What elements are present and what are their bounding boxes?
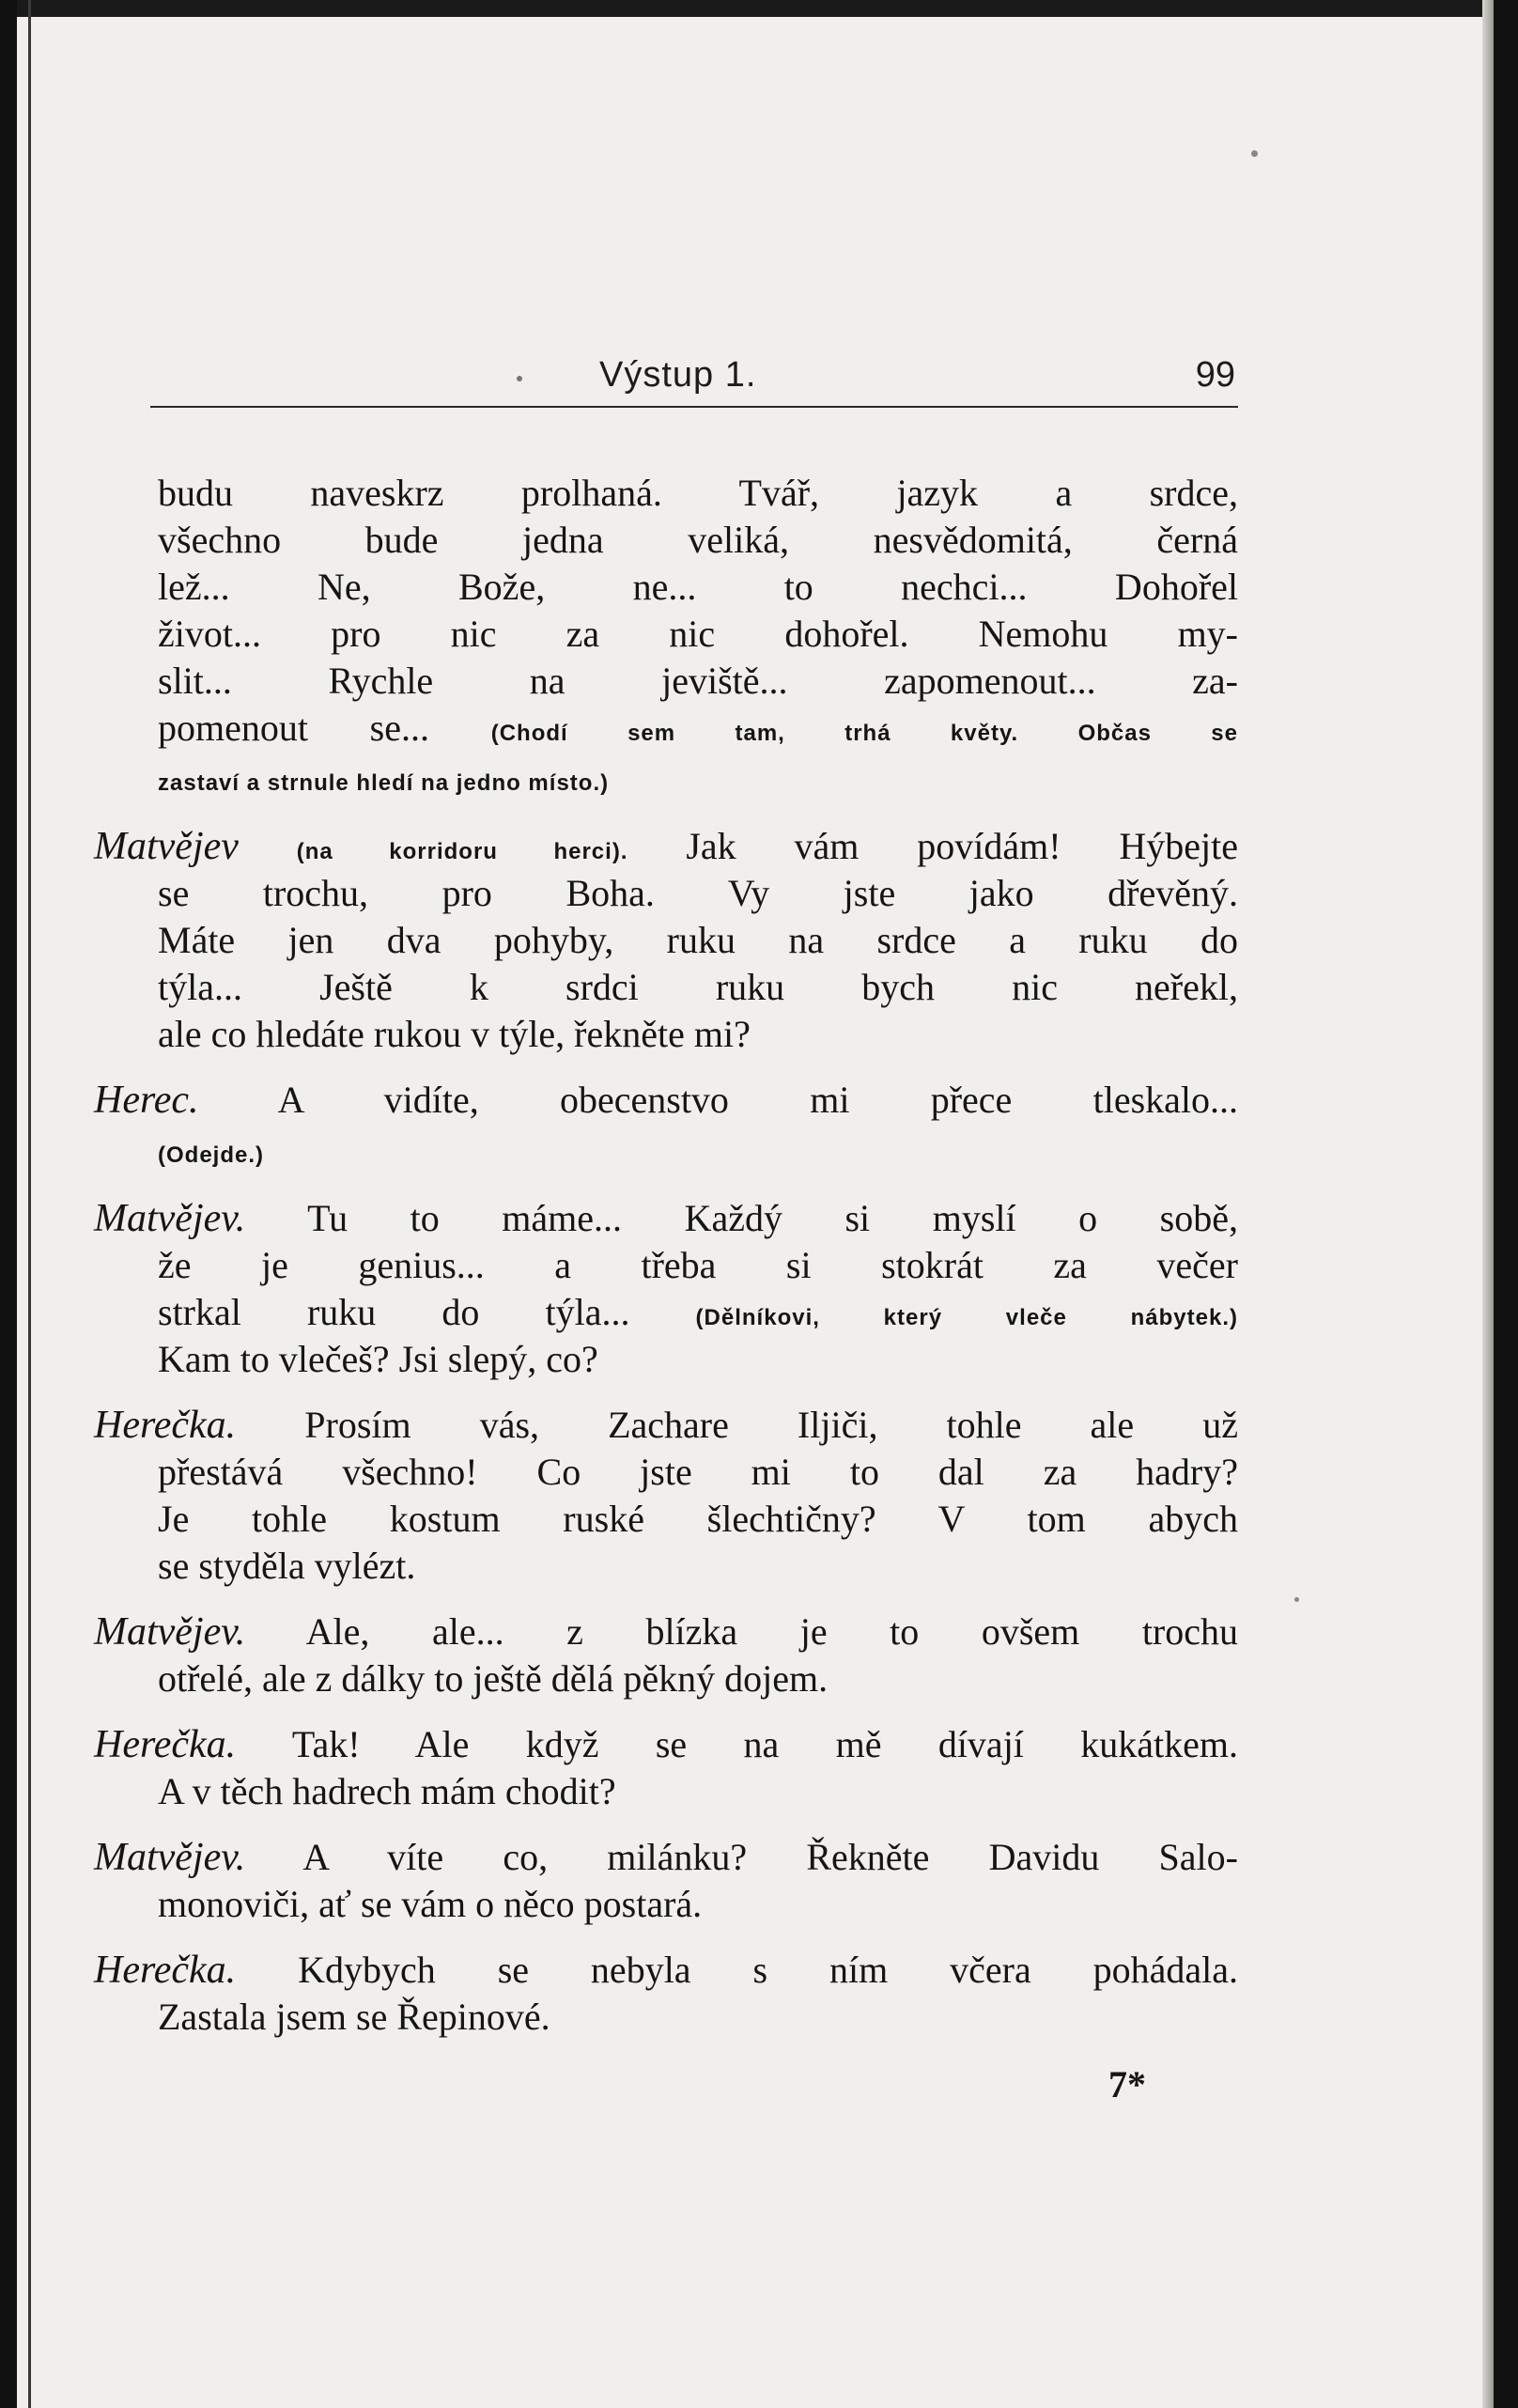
- speech-first-line: [94, 1947, 1238, 1994]
- speech-first-line: [94, 1721, 1238, 1768]
- text-line: otřelé, ale z dálky to ještě dělá pěkný dojem.: [158, 1657, 829, 1700]
- opening-paragraph: [158, 470, 1238, 804]
- scan-border-left: [0, 0, 17, 2408]
- text-line: Máte jen dva pohyby, ruku na srdce a ruku do: [158, 919, 1238, 961]
- speaker-name: Herečka.: [94, 1723, 237, 1766]
- stage-direction: (Dělníkovi, který vleče nábytek.): [695, 1305, 1238, 1330]
- stage-direction: (Odejde.): [158, 1142, 265, 1168]
- dust-speck: [1294, 1597, 1299, 1602]
- speaker-name: Matvějev.: [94, 1610, 246, 1654]
- speech-first-line: [94, 1402, 1238, 1449]
- text-line: se styděla vylézt.: [158, 1545, 416, 1587]
- body-text: [94, 470, 1239, 2041]
- speaker-name: Matvějev.: [94, 1836, 246, 1879]
- text-line: Zastala jsem se Řepinové.: [158, 1996, 550, 2038]
- page-number: 99: [1195, 355, 1235, 395]
- text-line: [158, 1124, 1238, 1176]
- speaker-name: Herečka.: [94, 1949, 237, 1992]
- speech-herecka: [94, 1402, 1238, 1590]
- section-title: Výstup 1.: [599, 355, 757, 395]
- text-fragment: Prosím vás, Zachare Iljiči, tohle ale už: [304, 1404, 1238, 1446]
- speech-first-line: [94, 823, 1238, 870]
- speech-herecka: [94, 1947, 1239, 2041]
- text-line: že je genius... a třeba si stokrát za večer: [158, 1244, 1238, 1286]
- page-edge-shadow: [1482, 0, 1494, 2408]
- speech-matvejev: [94, 823, 1239, 1058]
- speaker-name: Herec.: [94, 1079, 199, 1122]
- signature-mark: 7*: [1108, 2063, 1146, 2105]
- header-rule: [150, 406, 1238, 408]
- text-fragment: Ale, ale... z blízka je to ovšem trochu: [305, 1610, 1239, 1653]
- text-fragment: strkal ruku do týla...: [158, 1291, 630, 1333]
- stage-direction: (Chodí sem tam, trhá květy. Občas se: [490, 721, 1239, 746]
- speech-herecka: [94, 1721, 1238, 1815]
- text-line: Kam to vlečeš? Jsi slepý, co?: [158, 1338, 598, 1380]
- running-head: [150, 355, 1245, 410]
- speech-matvejev: [94, 1608, 1239, 1702]
- text-line: [158, 752, 1238, 804]
- speech-first-line: [94, 1195, 1238, 1242]
- text-fragment: A víte co, milánku? Řekněte Davidu Salo-: [302, 1836, 1238, 1878]
- stage-direction: zastaví a strnule hledí na jedno místo.): [158, 770, 610, 796]
- text-line: týla... Ještě k srdci ruku bych nic neřekl,: [158, 966, 1238, 1008]
- text-line: přestává všechno! Co jste mi to dal za hadry?: [158, 1451, 1238, 1493]
- speaker-name: Matvějev: [94, 825, 239, 868]
- speech-first-line: [94, 1834, 1238, 1881]
- speech-first-line: [94, 1077, 1238, 1124]
- text-line: budu naveskrz prolhaná. Tvář, jazyk a srdce,: [158, 472, 1238, 514]
- speech-first-line: [94, 1608, 1238, 1655]
- header-dot: [517, 376, 522, 381]
- text-line: [158, 705, 1238, 752]
- dust-speck: [1251, 150, 1258, 157]
- text-line: lež... Ne, Bože, ne... to nechci... Dohořel: [158, 566, 1238, 608]
- text-fragment: A vidíte, obecenstvo mi přece tleskalo...: [277, 1079, 1239, 1121]
- text-line: slit... Rychle na jeviště... zapomenout... za-: [158, 660, 1238, 702]
- speech-matvejev: [94, 1834, 1238, 1928]
- speaker-name: Herečka.: [94, 1404, 237, 1447]
- text-fragment: Jak vám povídám! Hýbejte: [686, 825, 1239, 867]
- speech-herec: [94, 1077, 1239, 1176]
- text-fragment: Tu to máme... Každý si myslí o sobě,: [307, 1197, 1238, 1239]
- stage-direction: (na korridoru herci).: [296, 839, 628, 864]
- text-line: monoviči, ať se vám o něco postará.: [158, 1883, 703, 1925]
- scan-border-right: [1494, 0, 1518, 2408]
- text-line: ale co hledáte rukou v týle, řekněte mi?: [158, 1013, 751, 1055]
- speech-matvejev: [94, 1195, 1238, 1383]
- scan-border-left-line: [28, 0, 31, 2408]
- text-line: Je tohle kostum ruské šlechtičny? V tom abych: [158, 1498, 1238, 1540]
- text-fragment: Tak! Ale když se na mě dívají kukátkem.: [291, 1723, 1238, 1765]
- text-line: A v těch hadrech mám chodit?: [158, 1770, 616, 1812]
- text-fragment: pomenout se...: [158, 707, 430, 749]
- text-line: život... pro nic za nic dohořel. Nemohu my-: [158, 613, 1238, 655]
- text-line: se trochu, pro Boha. Vy jste jako dřevěný.: [158, 872, 1238, 914]
- text-fragment: Kdybych se nebyla s ním včera pohádala.: [298, 1949, 1239, 1991]
- scan-border-top: [0, 0, 1518, 17]
- speaker-name: Matvějev.: [94, 1197, 246, 1240]
- text-line: všechno bude jedna veliká, nesvědomitá, černá: [158, 519, 1238, 561]
- text-line: [158, 1289, 1238, 1336]
